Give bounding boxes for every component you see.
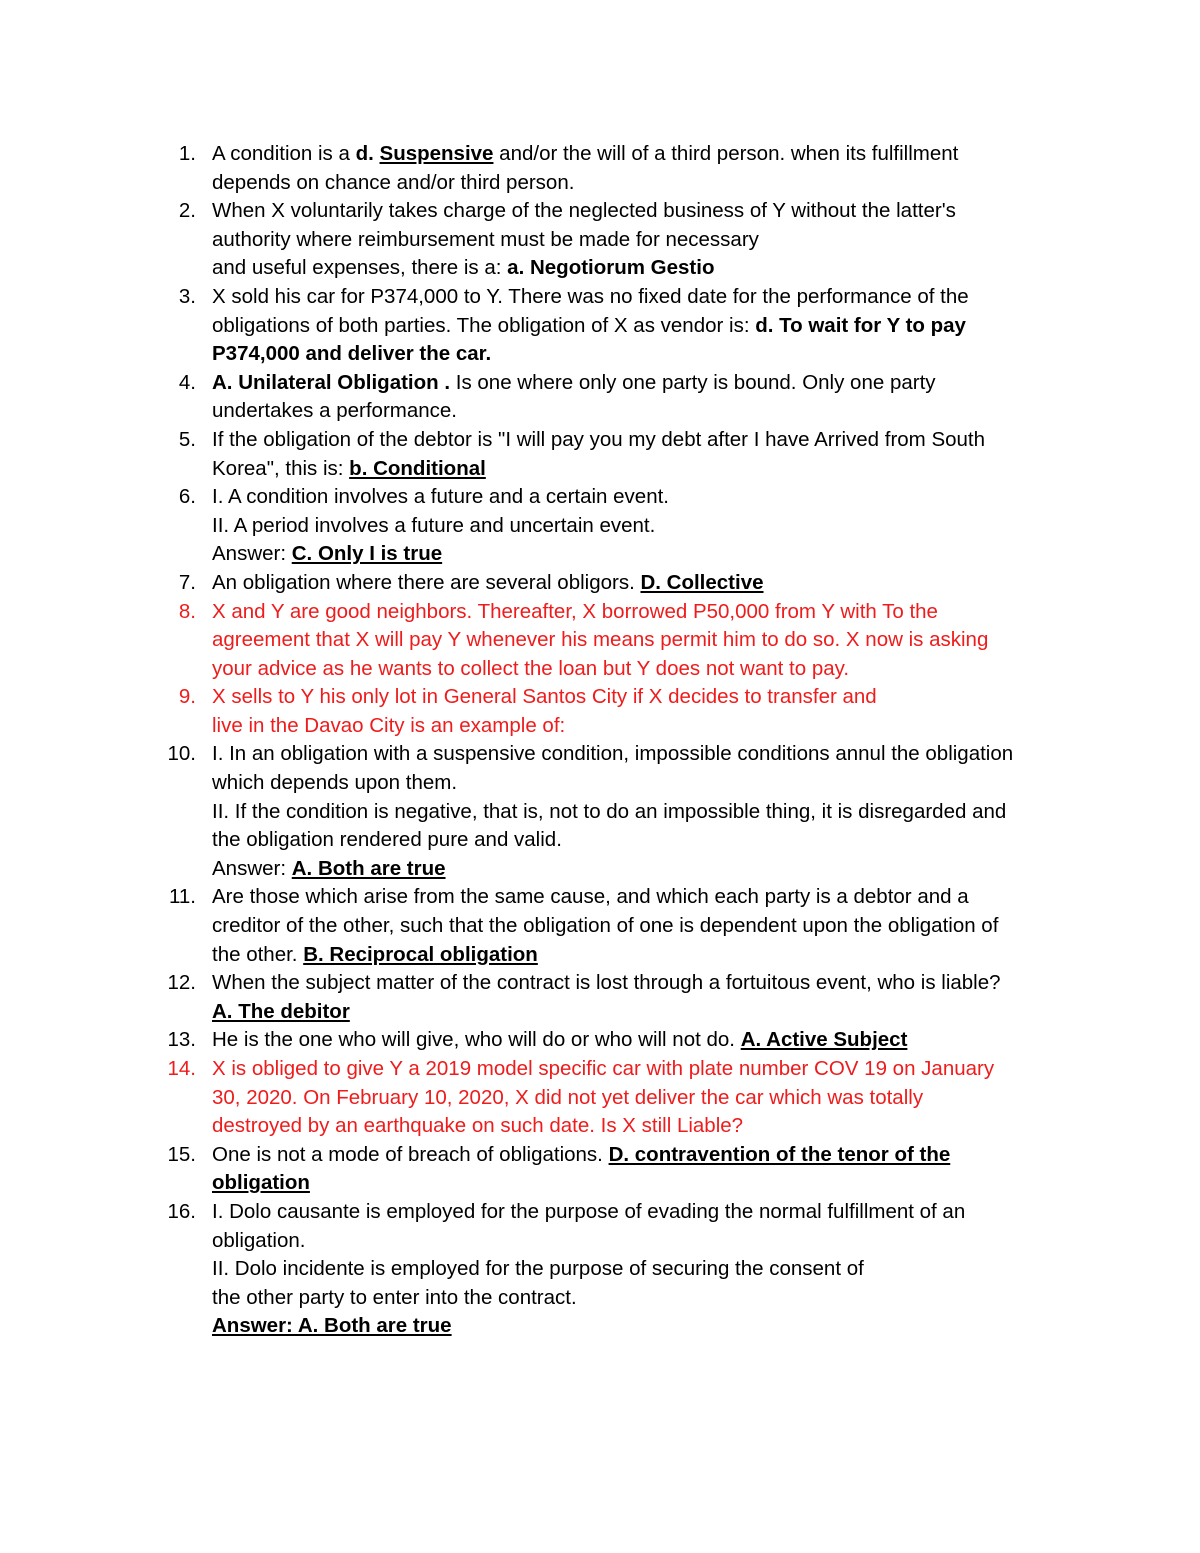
question-text: Is one where only one party is bound. Only one party xyxy=(450,370,936,394)
question-item xyxy=(0,283,1072,369)
text-line xyxy=(212,683,1072,712)
question-item xyxy=(0,969,1072,1026)
question-item xyxy=(0,1055,1072,1141)
text-line xyxy=(212,369,1072,398)
text-line xyxy=(212,1255,1072,1284)
text-line xyxy=(212,455,1072,484)
question-text: II. Dolo incidente is employed for the purpose of securing the consent of xyxy=(212,1257,864,1281)
question-text: When the subject matter of the contract is lost through a fortuitous event, who is liable? xyxy=(212,971,1001,995)
question-number: 15. xyxy=(167,1142,196,1166)
answer-text: A. Both are true xyxy=(291,856,446,880)
answer-text: Suspensive xyxy=(379,142,494,165)
question-text: An obligation where there are several obligors. xyxy=(212,570,641,594)
question-text: X sells to Y his only lot in General Santos City if X decides to transfer and xyxy=(212,685,877,709)
question-text: X is obliged to give Y a 2019 model specific car with plate number COV 19 on January xyxy=(212,1057,995,1080)
question-item xyxy=(0,598,1072,684)
text-line xyxy=(212,598,1072,627)
text-line xyxy=(212,998,1072,1027)
question-text: A condition is a xyxy=(212,142,356,165)
text-line xyxy=(212,883,1072,912)
question-text: which depends upon them. xyxy=(212,771,458,795)
text-line xyxy=(212,798,1072,827)
answer-text: obligation xyxy=(212,1171,310,1195)
text-line xyxy=(212,769,1072,798)
text-line xyxy=(212,1026,1072,1055)
text-line xyxy=(212,941,1072,970)
text-line xyxy=(212,226,1072,255)
answer-text: C. Only I is true xyxy=(291,542,443,566)
text-line xyxy=(212,1198,1072,1227)
question-item xyxy=(0,740,1072,883)
text-line xyxy=(212,969,1072,998)
text-line xyxy=(212,1227,1072,1256)
question-number: 16. xyxy=(167,1199,196,1223)
question-item xyxy=(0,1026,1072,1055)
question-text: I. Dolo causante is employed for the purpose of evading the normal fulfillment of an xyxy=(212,1199,966,1223)
question-text: He is the one who will give, who will do or who will not do. xyxy=(212,1028,741,1052)
question-number: 14. xyxy=(167,1057,196,1080)
question-item xyxy=(0,883,1072,969)
question-text: One is not a mode of breach of obligations. xyxy=(212,1142,609,1166)
question-number: 2. xyxy=(178,199,196,223)
answer-text: Answer: A. Both are true xyxy=(212,1314,452,1338)
question-text: X sold his car for P374,000 to Y. There was no fixed date for the performance of the xyxy=(212,284,969,308)
text-line xyxy=(212,626,1072,655)
question-text: destroyed by an earthquake on such date. Is X still Liable? xyxy=(212,1114,744,1138)
question-text: and useful expenses, there is a: xyxy=(212,256,508,280)
question-number: 3. xyxy=(178,284,196,308)
question-item xyxy=(0,569,1072,598)
question-text: obligation. xyxy=(212,1228,306,1252)
text-line xyxy=(212,397,1072,426)
answer-text: B. Reciprocal obligation xyxy=(303,942,538,966)
text-line xyxy=(212,712,1072,741)
question-text: Korea", this is: xyxy=(212,456,350,480)
text-line xyxy=(212,483,1072,512)
question-number: 13. xyxy=(167,1028,196,1052)
question-number: 5. xyxy=(178,427,196,451)
answer-text: d. xyxy=(355,142,380,165)
question-text: undertakes a performance. xyxy=(212,399,457,423)
answer-text: D. contravention of the tenor of the xyxy=(608,1142,951,1166)
text-line xyxy=(212,1084,1072,1113)
question-text: your advice as he wants to collect the loan but Y does not want to pay. xyxy=(212,656,850,680)
answer-text: a. Negotiorum Gestio xyxy=(507,256,715,280)
text-line xyxy=(212,426,1072,455)
question-text: live in the Davao City is an example of: xyxy=(212,713,566,737)
answer-text: D. Collective xyxy=(640,570,764,594)
text-line xyxy=(212,169,1072,198)
text-line xyxy=(212,312,1072,341)
question-text: the other party to enter into the contract. xyxy=(212,1285,577,1309)
question-text: If the obligation of the debtor is "I will pay you my debt after I have Arrived from South xyxy=(212,427,986,451)
answer-text: A. The debitor xyxy=(212,999,350,1023)
question-text: 30, 2020. On February 10, 2020, X did not yet deliver the car which was totally xyxy=(212,1085,924,1109)
question-number: 1. xyxy=(178,142,196,165)
question-text: authority where reimbursement must be made for necessary xyxy=(212,227,759,251)
question-item xyxy=(0,197,1072,283)
text-line xyxy=(212,512,1072,541)
question-item xyxy=(0,140,1072,197)
question-number: 4. xyxy=(178,370,196,394)
question-text: Answer: xyxy=(212,542,292,566)
question-item xyxy=(0,369,1072,426)
question-number: 6. xyxy=(178,485,196,509)
question-text: Are those which arise from the same cause, and which each party is a debtor and a xyxy=(212,885,969,909)
question-text: the obligation rendered pure and valid. xyxy=(212,828,562,852)
question-text: II. If the condition is negative, that is, not to do an impossible thing, it is disregarded and xyxy=(212,799,1007,823)
question-text: X and Y are good neighbors. Thereafter, X borrowed P50,000 from Y with To the xyxy=(212,599,938,623)
text-line xyxy=(212,283,1072,312)
text-line xyxy=(212,855,1072,884)
text-line xyxy=(212,1312,1072,1341)
question-text: depends on chance and/or third person. xyxy=(212,170,575,194)
text-line xyxy=(212,569,1072,598)
text-line xyxy=(212,197,1072,226)
question-text: I. A condition involves a future and a certain event. xyxy=(212,485,669,509)
question-item xyxy=(0,683,1072,740)
question-text: When X voluntarily takes charge of the neglected business of Y without the latter's xyxy=(212,199,956,223)
question-number: 7. xyxy=(178,570,196,594)
text-line xyxy=(212,655,1072,684)
question-text: the other. xyxy=(212,942,304,966)
question-text: Answer: xyxy=(212,856,292,880)
text-line xyxy=(212,1284,1072,1313)
question-item xyxy=(0,1141,1072,1198)
question-number: 10. xyxy=(167,742,196,766)
text-line xyxy=(212,1055,1072,1084)
text-line xyxy=(212,1169,1072,1198)
answer-text: b. Conditional xyxy=(349,456,486,480)
question-number: 8. xyxy=(178,599,196,623)
question-number: 12. xyxy=(167,971,196,995)
answer-text: P374,000 and deliver the car. xyxy=(212,342,492,366)
question-item xyxy=(0,483,1072,569)
document-page xyxy=(0,140,1200,1341)
text-line xyxy=(212,140,1072,169)
answer-text: d. To wait for Y to pay xyxy=(755,313,966,337)
question-text: II. A period involves a future and uncertain event. xyxy=(212,513,656,537)
text-line xyxy=(212,340,1072,369)
question-item xyxy=(0,426,1072,483)
text-line xyxy=(212,254,1072,283)
answer-text: A. Active Subject xyxy=(740,1028,908,1052)
question-number: 11. xyxy=(169,885,196,909)
answer-text: A. Unilateral Obligation . xyxy=(212,370,451,394)
question-item xyxy=(0,1198,1072,1341)
text-line xyxy=(212,826,1072,855)
question-text: obligations of both parties. The obligation of X as vendor is: xyxy=(212,313,756,337)
question-text: and/or the will of a third person. when its fulfillment xyxy=(493,142,959,165)
question-text: agreement that X will pay Y whenever his means permit him to do so. X now is asking xyxy=(212,628,989,652)
question-number: 9. xyxy=(178,685,196,709)
text-line xyxy=(212,1141,1072,1170)
text-line xyxy=(212,912,1072,941)
text-line xyxy=(212,540,1072,569)
text-line xyxy=(212,1112,1072,1141)
question-text: I. In an obligation with a suspensive condition, impossible conditions annul the obligation xyxy=(212,742,1014,766)
text-line xyxy=(212,740,1072,769)
question-text: creditor of the other, such that the obligation of one is dependent upon the obligation of xyxy=(212,914,999,938)
